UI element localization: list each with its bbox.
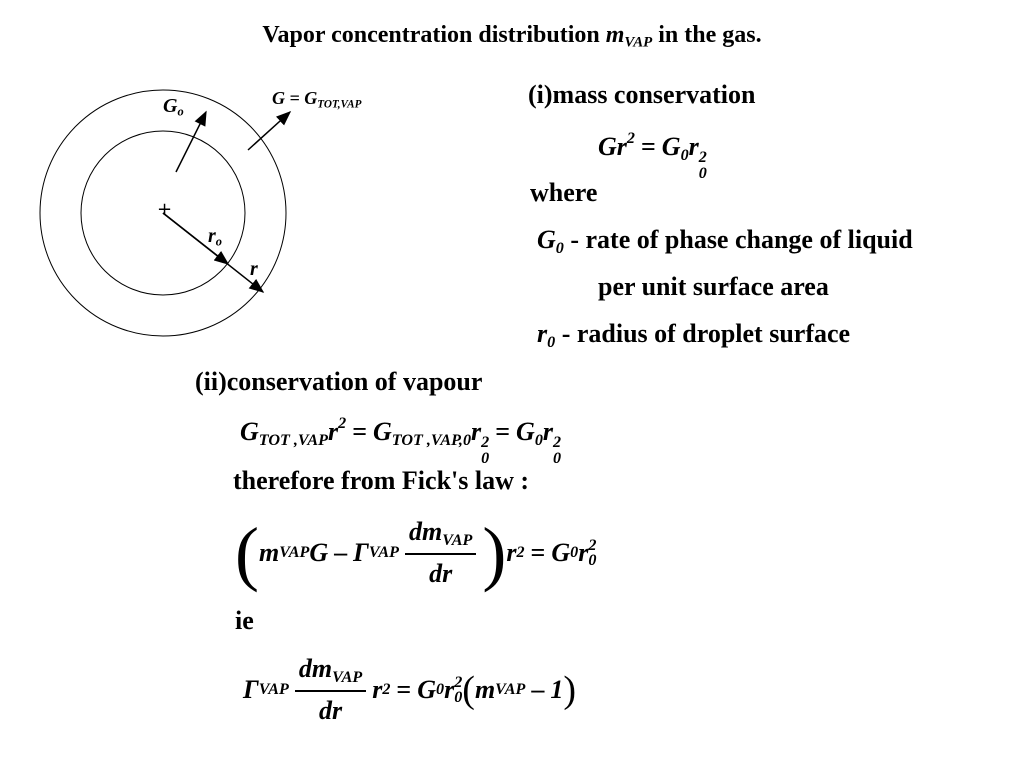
label-r0: $r_o$ [208,225,222,249]
label-g-tot-vap: $G = G_{TOT,VAP}$ [272,88,362,111]
equation-result: Γ VAP $\frac{dm_{VAP}}{dr}$ r 2 = G 0 r 2 0 ( m VAP – 1 ) [243,653,576,726]
therefore-ficks-law: therefore from Fick's law : [233,466,530,495]
fraction-dm-dr-2: $\frac{dm_{VAP}}{dr}$ [295,654,366,727]
title-suffix: in the gas. [652,22,762,48]
center-mark: + [157,199,173,220]
definition-g0: $G_0$ - rate of phase change of liquid [537,225,913,257]
equation-ficks-law: ( m VAP G – Γ VAP $\frac{dm_{VAP}}{dr}$ ) r 2 = G 0 r 2 0 [235,513,597,593]
fraction-dm-dr: $\frac{dm_{VAP}}{dr}$ [405,517,476,590]
title-m: m [605,22,625,48]
label-r: r [250,258,258,280]
section1-heading: (i)mass conservation [528,80,756,109]
title-prefix: Vapor concentration distribution [262,22,606,48]
definition-g0-continued: per unit surface area [598,272,829,301]
section2-heading: (ii)conservation of vapour [195,367,483,396]
equation-mass-conservation: $Gr^2 = G_0r$ 2 0 [598,130,707,182]
equation-vapour-conservation: $G_{TOT ,VAP}r^2 = G_{TOT ,VAP,0}r$ 2 0 = $G_0r$ 2 0 [240,415,562,467]
ie-label: ie [235,606,254,635]
title-m-sub: VAP [624,34,653,51]
where-label: where [530,178,598,207]
g0-arrow [176,112,206,172]
definition-r0: $r_0$ - radius of droplet surface [537,319,851,351]
label-g0: $G_o$ [163,95,184,119]
droplet-diagram [0,0,440,370]
